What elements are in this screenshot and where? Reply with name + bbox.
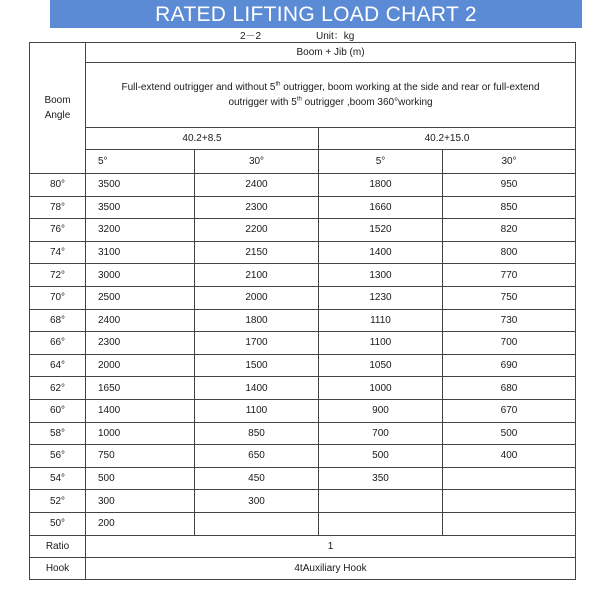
load-value-cell: 1700	[195, 332, 319, 355]
table-row	[30, 377, 576, 400]
condition-line1-b: outrigger, boom working at the side and rear or full-extend	[280, 82, 540, 93]
load-value-cell: 1230	[319, 286, 443, 309]
load-value-cell: 1110	[319, 309, 443, 332]
boom-angle-cell: 54°	[30, 467, 86, 490]
load-value-cell: 300	[86, 490, 195, 513]
boom-angle-cell: 68°	[30, 309, 86, 332]
boom-angle-cell: 80°	[30, 174, 86, 197]
boom-angle-cell: 70°	[30, 286, 86, 309]
load-value-cell: 3000	[86, 264, 195, 287]
load-value-cell: 900	[319, 399, 443, 422]
ratio-label: Ratio	[30, 535, 86, 557]
boom-angle-cell: 64°	[30, 354, 86, 377]
load-value-cell: 1000	[86, 422, 195, 445]
boom-angle-cell: 52°	[30, 490, 86, 513]
load-value-cell: 2000	[195, 286, 319, 309]
load-value-cell: 1050	[319, 354, 443, 377]
table-row	[30, 490, 576, 513]
load-value-cell: 670	[443, 399, 576, 422]
ratio-value: 1	[86, 535, 576, 557]
load-value-cell: 700	[443, 332, 576, 355]
offset-header-3: 5°	[319, 150, 443, 174]
load-chart-table	[29, 42, 576, 580]
load-value-cell: 500	[86, 467, 195, 490]
load-value-cell: 690	[443, 354, 576, 377]
load-value-cell: 2200	[195, 219, 319, 242]
load-value-cell: 500	[319, 445, 443, 468]
table-row	[30, 399, 576, 422]
load-value-cell: 850	[443, 196, 576, 219]
hook-label: Hook	[30, 557, 86, 579]
load-value-cell: 1800	[319, 174, 443, 197]
offset-header-1: 5°	[86, 150, 195, 174]
load-value-cell: 2500	[86, 286, 195, 309]
boom-angle-cell: 58°	[30, 422, 86, 445]
condition-line2-sup: th	[296, 96, 302, 103]
load-value-cell: 2150	[195, 241, 319, 264]
load-value-cell: 2400	[86, 309, 195, 332]
table-row	[30, 309, 576, 332]
load-value-cell: 800	[443, 241, 576, 264]
boom-jib-header: Boom + Jib (m)	[86, 43, 576, 63]
load-value-cell: 350	[319, 467, 443, 490]
table-row	[30, 174, 576, 197]
load-value-cell: 2300	[195, 196, 319, 219]
table-row	[30, 512, 576, 535]
load-value-cell	[443, 467, 576, 490]
load-value-cell: 2000	[86, 354, 195, 377]
table-row	[30, 354, 576, 377]
boom-angle-cell: 76°	[30, 219, 86, 242]
condition-line1-sup: th	[275, 81, 281, 88]
condition-line2-b: outrigger ,boom 360°working	[301, 97, 433, 108]
load-value-cell: 300	[195, 490, 319, 513]
load-value-cell	[443, 512, 576, 535]
load-value-cell	[319, 512, 443, 535]
table-row	[30, 467, 576, 490]
chart-title: RATED LIFTING LOAD CHART 2	[50, 0, 582, 28]
load-value-cell	[195, 512, 319, 535]
load-value-cell: 1400	[195, 377, 319, 400]
boom-angle-cell: 50°	[30, 512, 86, 535]
load-value-cell: 1100	[195, 399, 319, 422]
unit-label: Unit：kg	[316, 31, 355, 42]
load-value-cell: 200	[86, 512, 195, 535]
hook-value: 4tAuxiliary Hook	[86, 557, 576, 579]
offset-header-4: 30°	[443, 150, 576, 174]
table-row	[30, 445, 576, 468]
load-value-cell: 3500	[86, 196, 195, 219]
load-value-cell: 1520	[319, 219, 443, 242]
load-value-cell: 1300	[319, 264, 443, 287]
load-value-cell: 820	[443, 219, 576, 242]
load-value-cell: 1000	[319, 377, 443, 400]
boom-angle-label-1: Boom	[44, 95, 71, 106]
table-row	[30, 264, 576, 287]
chart-code: 2－2	[240, 31, 262, 42]
load-value-cell: 650	[195, 445, 319, 468]
boom-angle-cell: 56°	[30, 445, 86, 468]
working-condition-description	[86, 63, 576, 128]
load-value-cell: 770	[443, 264, 576, 287]
table-row	[30, 219, 576, 242]
load-value-cell	[319, 490, 443, 513]
table-row	[30, 422, 576, 445]
condition-line1-a: Full-extend outrigger and without 5	[121, 82, 276, 93]
boom-angle-cell: 62°	[30, 377, 86, 400]
load-value-cell: 950	[443, 174, 576, 197]
boom-angle-cell: 66°	[30, 332, 86, 355]
load-value-cell: 1800	[195, 309, 319, 332]
load-value-cell: 730	[443, 309, 576, 332]
load-value-cell: 450	[195, 467, 319, 490]
boom-angle-cell: 78°	[30, 196, 86, 219]
boom-angle-label-2: Angle	[44, 110, 71, 121]
load-value-cell: 1400	[319, 241, 443, 264]
offset-header-2: 30°	[195, 150, 319, 174]
boom-angle-header	[30, 43, 86, 174]
load-value-cell: 680	[443, 377, 576, 400]
load-value-cell: 1500	[195, 354, 319, 377]
boom-angle-cell: 60°	[30, 399, 86, 422]
condition-line2-a: outrigger with 5	[228, 97, 297, 108]
load-value-cell: 1660	[319, 196, 443, 219]
group-header-2: 40.2+15.0	[319, 128, 576, 150]
load-value-cell: 500	[443, 422, 576, 445]
load-value-cell: 2100	[195, 264, 319, 287]
load-value-cell: 750	[443, 286, 576, 309]
load-value-cell: 2400	[195, 174, 319, 197]
table-row	[30, 196, 576, 219]
load-value-cell: 3500	[86, 174, 195, 197]
boom-angle-cell: 74°	[30, 241, 86, 264]
load-value-cell: 3200	[86, 219, 195, 242]
load-value-cell: 1400	[86, 399, 195, 422]
table-row	[30, 332, 576, 355]
boom-angle-cell: 72°	[30, 264, 86, 287]
table-row	[30, 286, 576, 309]
load-value-cell: 750	[86, 445, 195, 468]
load-value-cell: 400	[443, 445, 576, 468]
group-header-1: 40.2+8.5	[86, 128, 319, 150]
load-value-cell: 850	[195, 422, 319, 445]
load-value-cell: 1100	[319, 332, 443, 355]
load-value-cell: 3100	[86, 241, 195, 264]
load-value-cell: 1650	[86, 377, 195, 400]
load-value-cell: 2300	[86, 332, 195, 355]
load-value-cell	[443, 490, 576, 513]
table-row	[30, 241, 576, 264]
load-value-cell: 700	[319, 422, 443, 445]
